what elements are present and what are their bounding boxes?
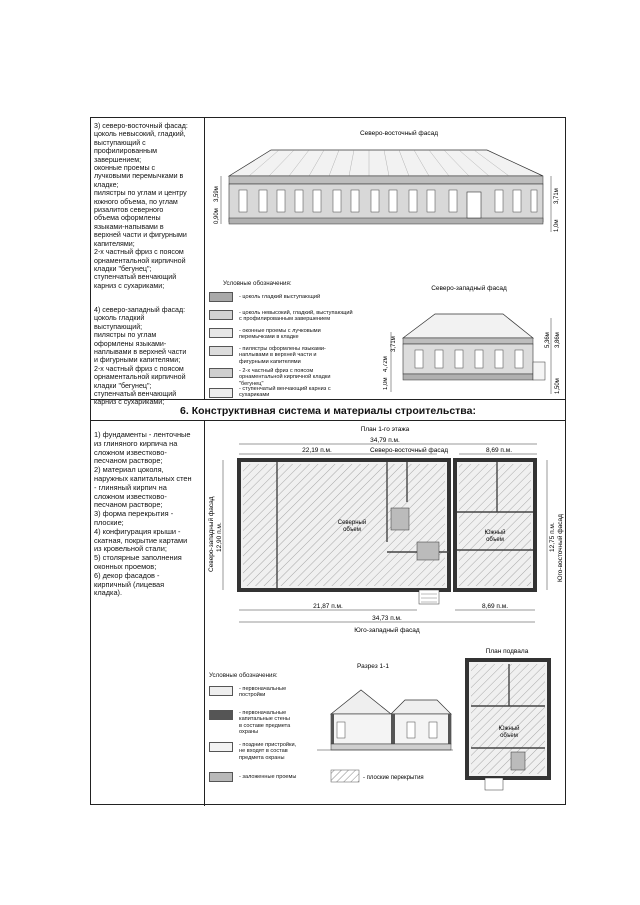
legend-label: - ступенчатый венчающий карниз с сухариками	[239, 386, 331, 399]
legend-label: - первоначальные постройки	[239, 686, 287, 699]
ne-dim-left-a: 0,90м	[214, 208, 220, 224]
facade-legend	[209, 278, 384, 398]
nw-facade-drawing	[383, 282, 563, 396]
legend-label: - заложенные проемы	[239, 774, 297, 780]
column-divider-bottom	[204, 420, 205, 806]
legend-label: - пилястры оформлены языками- наплывами в верхней части и фигурными капителями	[239, 346, 326, 365]
ne-dim-right-a: 3,71м	[554, 188, 560, 204]
construction-description: 1) фундаменты - ленточные из глиняного кирпича на сложном известково- песчаном растворе; 2) материал цоколя, наружных капитальных стен - глиняный кирпич на сложном известково- песчаном растворе; 3) форма перекрытия - плоские; 4) конфигурация крыши - скатная, покрытие картами из кровельной стали; 5) столярные заполнения оконных проемов; 6) декор фасадов - кирпичный (лицевая кладка).	[94, 430, 192, 598]
plan-dim-bottom-right: 8,69 п.м.	[481, 603, 509, 610]
hatch-legend-label: - плоские перекрытия	[363, 775, 424, 781]
legend-label: - поздние пристройки, не входят в состав предмета охраны	[239, 742, 297, 761]
legend-label: - цоколь гладкий выступающий	[239, 294, 321, 300]
nw-facade-title: Северо-западный фасад	[431, 285, 507, 292]
hatch-legend	[329, 768, 439, 788]
plan-legend	[209, 672, 329, 802]
ne-dim-left-b: 3,59м	[214, 186, 220, 202]
legend-swatch	[209, 710, 233, 720]
plan-dim-right: 12,75 п.м.	[549, 522, 556, 552]
plan-dim-top-right: 8,69 п.м.	[485, 447, 513, 454]
plan-dim-bottom-left: 21,87 п.м.	[313, 603, 343, 610]
legend-swatch	[209, 328, 233, 338]
legend-swatch	[209, 388, 233, 398]
nw-dim-left-c: 3,71м	[391, 336, 397, 352]
legend-label: - цоколь невысокий, гладкий, выступающий с профилированным завершением	[239, 310, 353, 323]
ne-facade-drawing	[209, 124, 561, 234]
ne-dim-right-b: 1,0м	[554, 219, 560, 232]
nw-dim-right-a: 5,36м	[545, 332, 551, 348]
column-divider-top	[204, 118, 205, 399]
legend-label: - оконные проемы с лучковыми перемычками в кладке	[239, 328, 321, 341]
legend-swatch	[209, 742, 233, 752]
plan-legend-heading: Условные обозначения:	[209, 672, 278, 679]
legend-swatch	[209, 346, 233, 356]
plan-dim-top-left: 22,19 п.м.	[302, 447, 332, 454]
nw-facade-description: 4) северо-западный фасад: цоколь гладкий выступающий; пилястры по углам оформлены языками- наплывами в верхней части и фигурными капителями; 2-х частный фриз с поясом орнаментальной кирпичной кладки "бегунец"; ступенчатый венчающий карниз с сухариками;	[94, 306, 187, 407]
section-cut-drawing	[317, 660, 453, 760]
plan-dim-total-top: 34,79 п.м.	[370, 437, 400, 444]
plan-room-main: Северный объем	[337, 520, 367, 533]
legend-label: - 2-х частный фриз с поясом орнаментальной кирпичной кладки "бегунец"	[239, 368, 331, 387]
first-floor-plan	[207, 422, 565, 636]
nw-dim-right-b: 3,86м	[555, 332, 561, 348]
basement-title: План подвала	[485, 648, 529, 655]
plan-title: План 1-го этажа	[360, 426, 410, 433]
legend-swatch	[209, 310, 233, 320]
plan-label-top: Северо-восточный фасад	[369, 447, 449, 454]
plan-label-right: Юго-восточный фасад	[557, 514, 564, 582]
nw-dim-right-c: 1,50м	[555, 378, 561, 394]
document-frame	[90, 117, 566, 805]
section-divider-title	[91, 420, 565, 421]
legend-swatch	[209, 292, 233, 302]
section-6-title: 6. Конструктивная система и материалы строительства:	[180, 405, 476, 417]
ne-facade-description: 3) северо-восточный фасад: цоколь невысокий, гладкий, выступающий с профилированным завершением; оконные проемы с лучковыми перемычками в кладке; пилястры по углам и центру южного объема, по углам ризалитов северного объема оформлены языками-напывами в верхней части и фигурными капителями; 2-х частный фриз с поясом орнаментальной кирпичной кладки "бегунец"; ступенчатый венчающий карниз с сухариками;	[94, 122, 188, 290]
plan-label-bottom: Юго-западный фасад	[354, 627, 420, 634]
plan-room-south: Южный объем	[484, 530, 506, 543]
plan-label-left: Северо-западный фасад	[208, 496, 215, 572]
legend-label: - первоначальные капитальные стены в составе предмета охраны	[239, 710, 291, 736]
legend-swatch	[209, 368, 233, 378]
plan-dim-left: 12,90 п.м.	[216, 522, 223, 552]
basement-room: Южный объем	[498, 726, 520, 739]
ne-facade-title: Северо-восточный фасад	[359, 130, 439, 137]
basement-plan	[455, 644, 563, 804]
nw-dim-left-b: 4,72м	[383, 356, 389, 372]
facade-legend-heading: Условные обозначения:	[223, 280, 292, 287]
section-cut-title: Разрез 1-1	[357, 663, 389, 670]
legend-swatch	[209, 686, 233, 696]
legend-swatch	[209, 772, 233, 782]
nw-dim-left-a: 1,0м	[383, 377, 389, 390]
plan-dim-total-bottom: 34,73 п.м.	[372, 615, 402, 622]
